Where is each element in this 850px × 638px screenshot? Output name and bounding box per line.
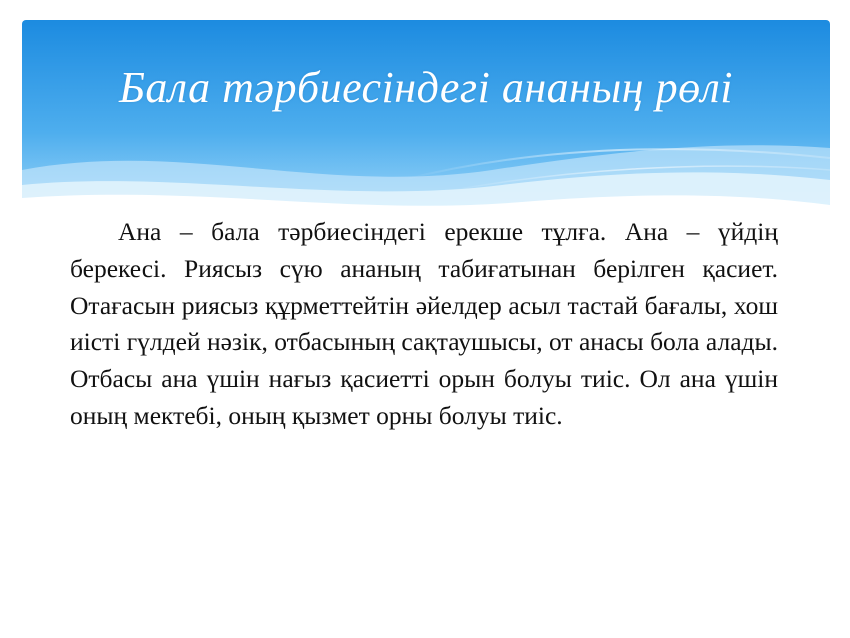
wave-background bbox=[22, 20, 830, 225]
header-banner bbox=[22, 20, 830, 225]
slide-body-text: Ана – бала тәрбиесіндегі ерекше тұлға. Ана – үйдің берекесі. Риясыз сүю ананың табиғатынан берілген қасиет. Отағасын риясыз құрметтейтін әйелдер асыл тастай бағалы, хош иісті гүлдей нәзік, отбасының сақтаушысы, от анасы бола алады. Отбасы ана үшін нағыз қасиетті орын болуы тиіс. Ол ана үшін оның мектебі, оның қызмет орны болуы тиіс. bbox=[70, 217, 778, 430]
slide-title: Бала тәрбиесіндегі ананың рөлі bbox=[118, 63, 734, 112]
